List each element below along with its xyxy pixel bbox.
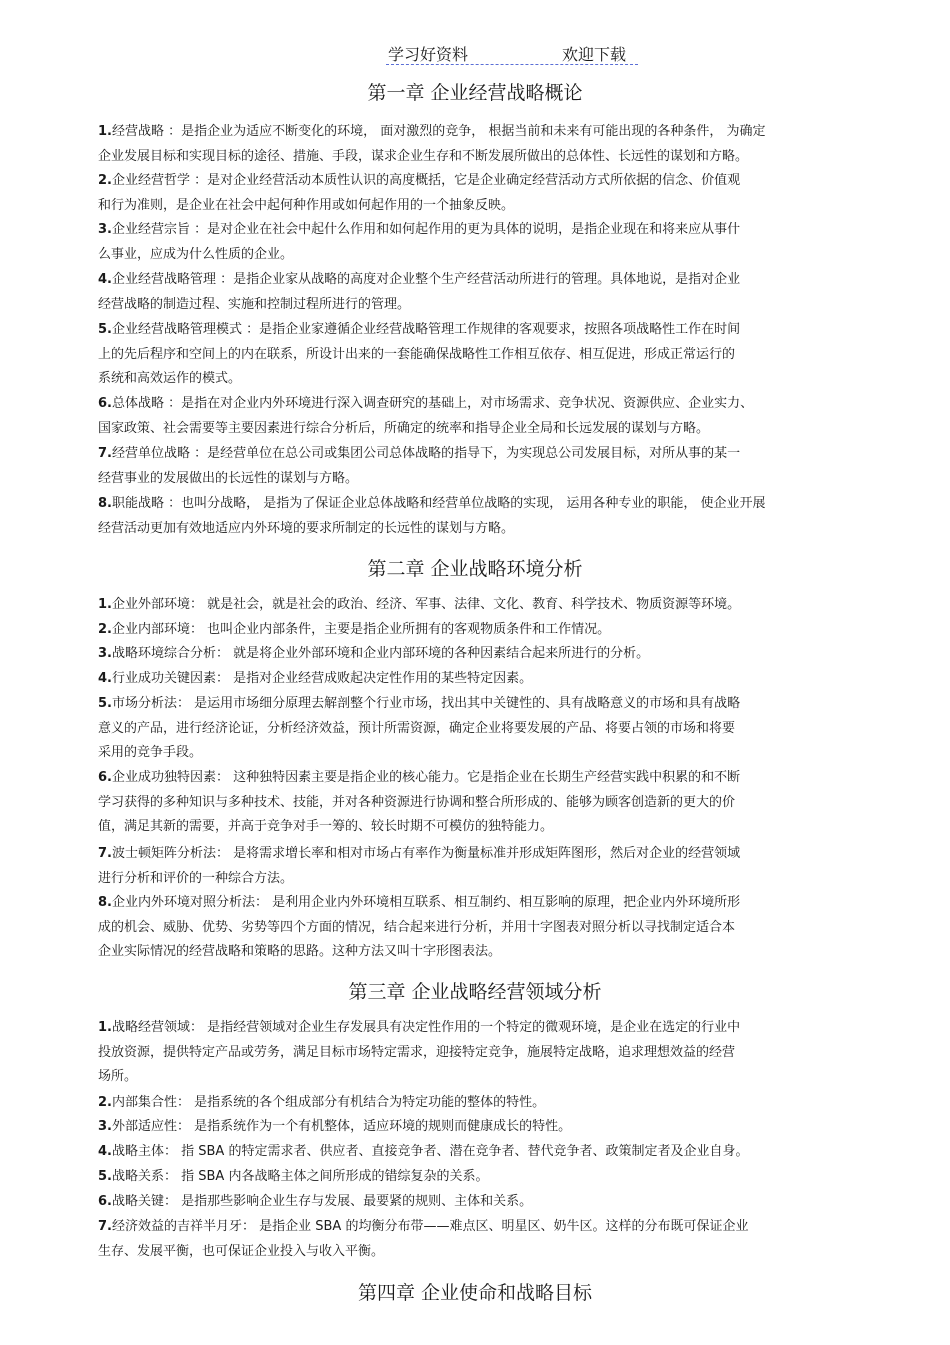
definition-entry [98, 618, 923, 643]
definition-entry [98, 642, 923, 667]
entry-number: 7. [98, 1219, 112, 1234]
entry-line [98, 940, 923, 965]
entry-text: 内部集合性： 是指系统的各个组成部分有机结合为特定功能的整体的特性。 [111, 1095, 546, 1110]
definition-entry [98, 492, 923, 541]
entry-line [98, 318, 923, 343]
entry-number: 3. [98, 222, 112, 237]
entry-line [98, 492, 923, 517]
entry-line [98, 1115, 923, 1140]
entry-text: 经济效益的吉祥半月牙： 是指企业 SBA 的均衡分布带——难点区、明星区、奶牛区。这样的分布既可保证企业 [111, 1219, 749, 1234]
entry-number: 8. [98, 895, 112, 910]
entry-line [98, 417, 923, 442]
entry-line [98, 268, 923, 293]
definition-entry [98, 1140, 923, 1165]
entry-text: 企业发展目标和实现目标的途径、措施、手段，谋求企业生存和不断发展所做出的总体性、长远性的谋划和方略。 [98, 148, 749, 164]
entry-text: 值，满足其新的需要，并高于竞争对手一筹的、较长时期不可模仿的独特能力。 [98, 819, 554, 834]
entry-text: 企业经营宗旨 ：是对企业在社会中起什么作用和如何起作用的更为具体的说明，是指企业现在和将来应从事什 [111, 222, 741, 237]
entry-number: 1. [98, 124, 112, 139]
entry-line [98, 367, 923, 392]
entry-line [98, 218, 923, 243]
entry-text: 采用的竞争手段。 [98, 745, 203, 760]
entry-text: 行业成功关键因素： 是指对企业经营成败起决定性作用的某些特定因素。 [111, 671, 533, 686]
entry-line [98, 667, 923, 692]
entry-text: 进行分析和评价的一种综合方法。 [98, 870, 294, 886]
entry-number: 2. [98, 622, 112, 637]
definition-entry [98, 392, 923, 441]
entry-line [98, 916, 923, 941]
entry-line [98, 867, 923, 892]
entry-line [98, 1190, 923, 1215]
definition-entry [98, 593, 923, 618]
definition-entry [98, 891, 923, 965]
definition-entry [98, 667, 923, 692]
entry-line [98, 343, 923, 368]
entry-line [98, 642, 923, 667]
entry-line [98, 194, 923, 219]
entry-line [98, 1065, 923, 1090]
entry-text: 经营单位战略 ：是经营单位在总公司或集团公司总体战略的指导下，为实现总公司发展目标，对所从事的某一 [111, 446, 741, 461]
entry-line [98, 1215, 923, 1240]
entry-number: 6. [98, 396, 112, 411]
entry-number: 6. [98, 770, 112, 785]
entry-line [98, 1016, 923, 1041]
definition-entry [98, 1091, 923, 1116]
entry-number: 7. [98, 446, 112, 461]
entry-text: 企业经营哲学 ：是对企业经营活动本质性认识的高度概括，它是企业确定经营活动方式所依据的信念、价值观 [111, 173, 741, 188]
entry-text: 和行为准则，是企业在社会中起何种作用或如何起作用的一个抽象反映。 [98, 197, 515, 213]
entry-line [98, 1165, 923, 1190]
chapter-title: 第三章 企业战略经营领域分析 [348, 981, 602, 1003]
entry-line [98, 1041, 923, 1066]
entry-text: 系统和高效运作的模式。 [98, 371, 242, 386]
entry-text: 企业经营战略管理 ：是指企业家从战略的高度对企业整个生产经营活动所进行的管理。具体地说，是指对企业 [111, 272, 741, 287]
entry-text: 战略关系： 指 SBA 内各战略主体之间所形成的错综复杂的关系。 [111, 1169, 489, 1184]
entry-line [98, 293, 923, 318]
entry-text: 意义的产品，进行经济论证，分析经济效益，预计所需资源，确定企业将要发展的产品、将要占领的市场和将要 [98, 720, 736, 736]
definition-entry [98, 692, 923, 766]
entry-line [98, 618, 923, 643]
entry-text: 上的先后程序和空间上的内在联系，所设计出来的一套能确保战略性工作相互依存、相互促进，形成正常运行的 [98, 346, 736, 362]
entry-text: 经营战略 ：是指企业为适应不断变化的环境， 面对激烈的竞争， 根据当前和未来有可能出现的各种条件， 为确定 [111, 124, 766, 139]
entry-line [98, 120, 923, 145]
entry-line [98, 692, 923, 717]
entry-text: 波士顿矩阵分析法： 是将需求增长率和相对市场占有率作为衡量标准并形成矩阵图形，然后对企业的经营领域 [111, 846, 741, 861]
entry-number: 5. [98, 322, 112, 337]
header-right-text: 欢迎下载 [562, 45, 627, 64]
entry-text: 学习获得的多种知识与多种技术、技能，并对各种资源进行协调和整合所形成的、能够为顾客创造新的更大的价 [98, 794, 736, 810]
header-left-text: 学习好资料 [388, 45, 469, 64]
definition-entry [98, 120, 923, 169]
entry-text: 经营活动更加有效地适应内外环境的要求所制定的长远性的谋划与方略。 [98, 520, 515, 536]
entry-line [98, 442, 923, 467]
entry-line [98, 1091, 923, 1116]
entry-line [98, 392, 923, 417]
entry-text: 企业内外环境对照分析法： 是利用企业内外环境相互联系、相互制约、相互影响的原理，把企业内外环境所形 [111, 895, 741, 910]
definition-entry [98, 169, 923, 218]
entry-line [98, 593, 923, 618]
entry-number: 8. [98, 496, 112, 511]
entry-text: 职能战略 ：也叫分战略， 是指为了保证企业总体战略和经营单位战略的实现， 运用各种专业的职能， 使企业开展 [111, 496, 766, 511]
entry-number: 4. [98, 1144, 112, 1159]
entry-text: 场所。 [98, 1069, 138, 1084]
entry-line [98, 1140, 923, 1165]
entry-line [98, 517, 923, 542]
entry-text: 战略关键： 是指那些影响企业生存与发展、最要紧的规则、主体和关系。 [111, 1194, 533, 1209]
entry-line [98, 467, 923, 492]
entry-line [98, 891, 923, 916]
entry-number: 7. [98, 846, 112, 861]
entry-text: 企业实际情况的经营战略和策略的思路。这种方法又叫十字形图表法。 [98, 944, 502, 959]
entry-text: 经营战略的制造过程、实施和控制过程所进行的管理。 [98, 296, 411, 312]
entry-text: 总体战略 ：是指在对企业内外环境进行深入调查研究的基础上，对市场需求、竞争状况、资源供应、企业实力、 [111, 396, 754, 411]
entry-number: 1. [98, 597, 112, 612]
entry-text: 企业经营战略管理模式 ：是指企业家遵循企业经营战略管理工作规律的客观要求，按照各项战略性工作在时间 [111, 322, 741, 337]
entry-text: 经营事业的发展做出的长远性的谋划与方略。 [98, 470, 359, 486]
entry-line [98, 741, 923, 766]
entry-text: 企业外部环境： 就是社会，就是社会的政治、经济、军事、法律、文化、教育、科学技术、物质资源等环境。 [111, 597, 741, 612]
chapter-title: 第四章 企业使命和战略目标 [357, 1282, 593, 1304]
definition-entry [98, 318, 923, 392]
entry-text: 战略环境综合分析： 就是将企业外部环境和企业内部环境的各种因素结合起来所进行的分析。 [111, 646, 650, 661]
entry-text: 成的机会、威胁、优势、劣势等四个方面的情况，结合起来进行分析，并用十字图表对照分析以寻找制定适合本 [98, 919, 736, 935]
entry-text: 企业成功独特因素： 这种独特因素主要是指企业的核心能力。它是指企业在长期生产经营实践中积累的和不断 [111, 770, 741, 785]
entry-line [98, 815, 923, 840]
definition-entry [98, 218, 923, 267]
entry-text: 战略经营领域： 是指经营领域对企业生存发展具有决定性作用的一个特定的微观环境，是企业在选定的行业中 [111, 1020, 741, 1035]
entry-text: 生存、发展平衡，也可保证企业投入与收入平衡。 [98, 1243, 385, 1259]
entry-number: 1. [98, 1020, 112, 1035]
definition-entry [98, 766, 923, 840]
entry-number: 3. [98, 646, 112, 661]
entry-line [98, 791, 923, 816]
entry-text: 投放资源，提供特定产品或劳务，满足目标市场特定需求，迎接特定竞争，施展特定战略，追求理想效益的经营 [98, 1044, 736, 1060]
definition-entry [98, 268, 923, 317]
entry-text: 国家政策、社会需要等主要因素进行综合分析后，所确定的统率和指导企业全局和长远发展的谋划与方略。 [98, 420, 710, 436]
entry-line [98, 1240, 923, 1265]
entry-number: 4. [98, 671, 112, 686]
entry-text: 外部适应性： 是指系统作为一个有机整体，适应环境的规则而健康成长的特性。 [111, 1119, 572, 1134]
definition-entry [98, 1115, 923, 1140]
entry-number: 5. [98, 696, 112, 711]
definition-entry [98, 1190, 923, 1215]
entry-text: 企业内部环境： 也叫企业内部条件，主要是指企业所拥有的客观物质条件和工作情况。 [111, 622, 611, 637]
entry-line [98, 145, 923, 170]
definition-entry [98, 1165, 923, 1190]
entry-line [98, 766, 923, 791]
definition-entry [98, 1215, 923, 1264]
page-header [386, 40, 638, 65]
entry-number: 2. [98, 173, 112, 188]
entry-number: 3. [98, 1119, 112, 1134]
entry-text: 战略主体： 指 SBA 的特定需求者、供应者、直接竞争者、潜在竞争者、替代竞争者、政策制定者及企业自身。 [111, 1144, 749, 1159]
entry-line [98, 842, 923, 867]
entry-number: 5. [98, 1169, 112, 1184]
entry-text: 么事业，应成为什么性质的企业。 [98, 246, 294, 262]
chapter-title: 第一章 企业经营战略概论 [367, 82, 583, 104]
entry-text: 市场分析法： 是运用市场细分原理去解剖整个行业市场，找出其中关键性的、具有战略意义的市场和具有战略 [111, 696, 741, 711]
entry-line [98, 243, 923, 268]
entry-line [98, 717, 923, 742]
definition-entry [98, 1016, 923, 1090]
entry-number: 4. [98, 272, 112, 287]
entry-number: 6. [98, 1194, 112, 1209]
entry-number: 2. [98, 1095, 112, 1110]
definition-entry [98, 842, 923, 891]
chapter-title: 第二章 企业战略环境分析 [367, 558, 583, 580]
entry-line [98, 169, 923, 194]
definition-entry [98, 442, 923, 491]
